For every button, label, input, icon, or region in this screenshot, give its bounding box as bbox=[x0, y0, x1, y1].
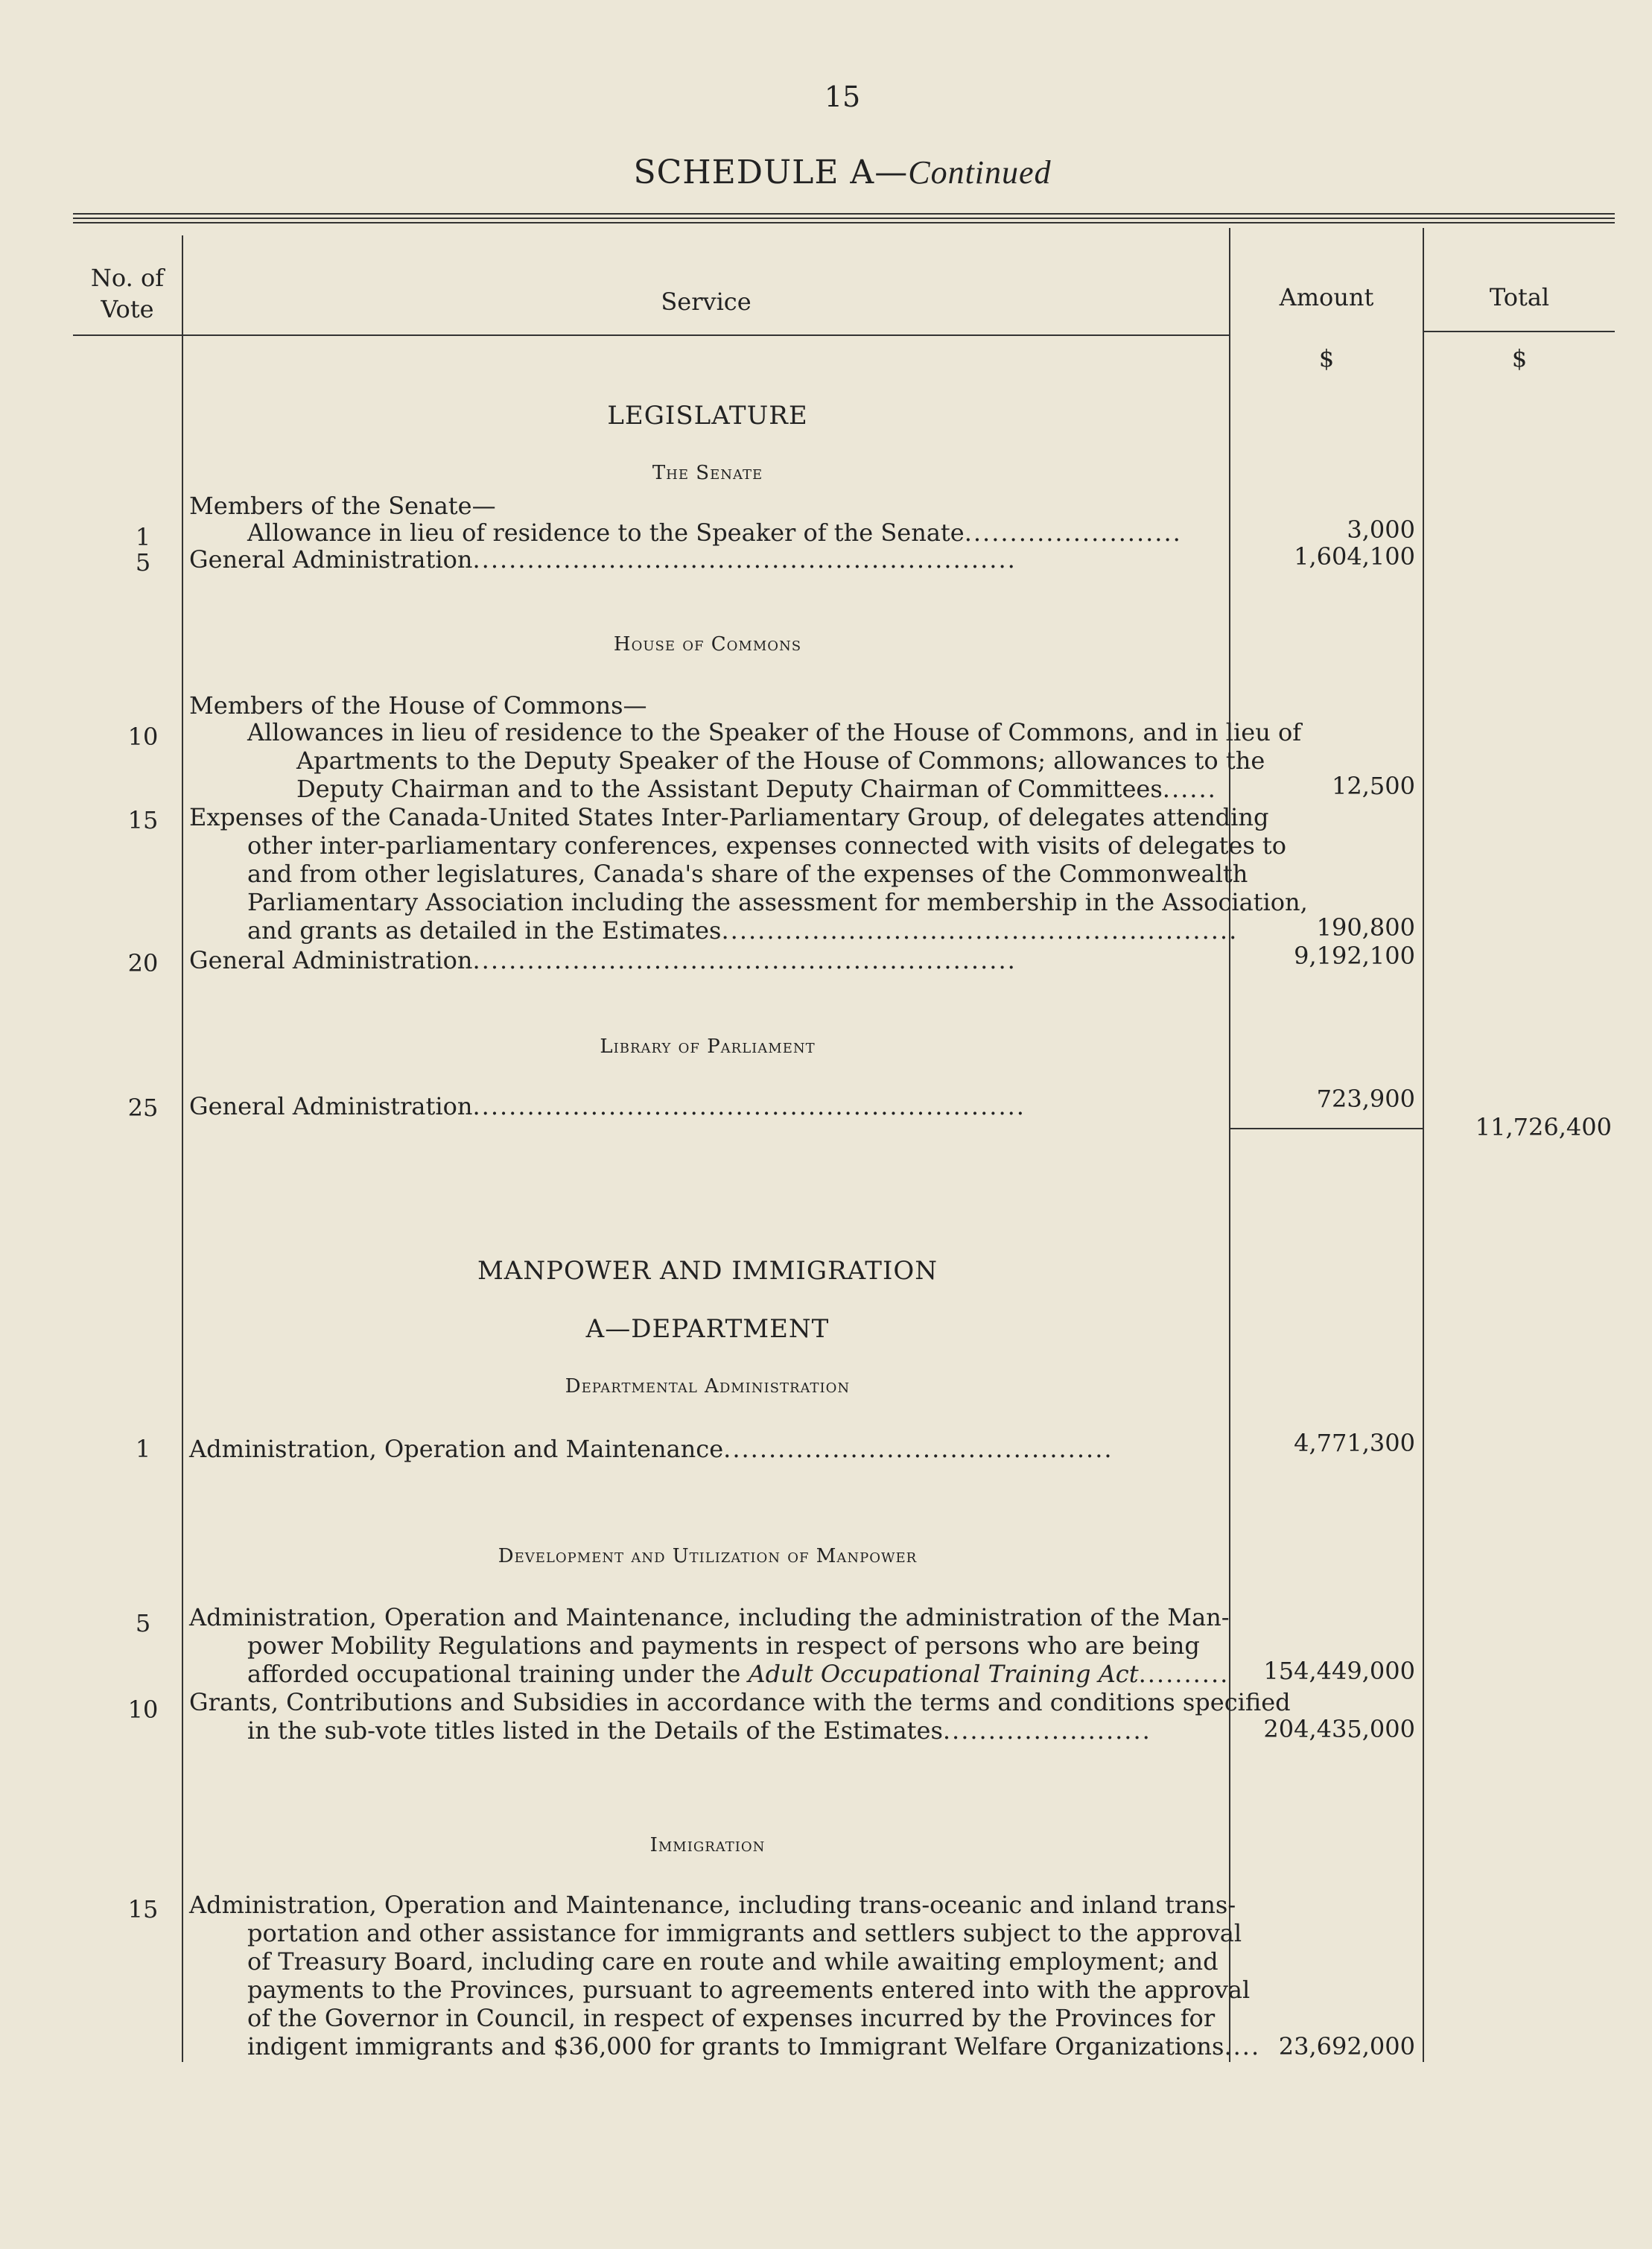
service-line: General Administration............................................................ bbox=[189, 545, 1017, 574]
amount-currency: $ bbox=[1318, 344, 1335, 372]
vote-number: 15 bbox=[127, 1895, 159, 1923]
service-line: Apartments to the Deputy Speaker of the House of Commons; allowances to the bbox=[296, 746, 1265, 775]
section-manpower-and-immigration: MANPOWER AND IMMIGRATION bbox=[477, 1256, 938, 1286]
amount-cell: 190,800 bbox=[1316, 913, 1415, 942]
subsection-senate: The Senate bbox=[652, 462, 763, 484]
service-line: and grants as detailed in the Estimates......................................................... bbox=[247, 916, 1239, 945]
commons-members-heading: Members of the House of Commons— bbox=[189, 691, 647, 720]
schedule-title-text: SCHEDULE A— bbox=[633, 153, 909, 191]
subsection-immigration: Immigration bbox=[649, 1834, 766, 1856]
amount-cell: 23,692,000 bbox=[1278, 2032, 1415, 2061]
service-line: Administration, Operation and Maintenance........................................... bbox=[189, 1435, 1113, 1463]
amount-cell: 3,000 bbox=[1347, 516, 1415, 544]
column-divider-service bbox=[1229, 228, 1230, 2062]
subsection-department: A—DEPARTMENT bbox=[585, 1314, 830, 1344]
service-line: Deputy Chairman and to the Assistant Deputy Chairman of Committees...... bbox=[296, 775, 1217, 803]
column-divider-vote bbox=[182, 235, 183, 2062]
service-line: Grants, Contributions and Subsidies in accordance with the terms and conditions specified bbox=[189, 1688, 1291, 1716]
schedule-continued: Continued bbox=[908, 154, 1052, 191]
vote-number: 10 bbox=[127, 1696, 159, 1724]
service-line: Allowances in lieu of residence to the Speaker of the House of Commons, and in lieu of bbox=[247, 718, 1302, 746]
vote-number: 5 bbox=[135, 1609, 151, 1637]
service-line: power Mobility Regulations and payments in respect of persons who are being bbox=[247, 1631, 1200, 1660]
amount-cell: 4,771,300 bbox=[1294, 1429, 1415, 1457]
subtotal-rule bbox=[1230, 1128, 1423, 1129]
service-line: Allowance in lieu of residence to the Speaker of the Senate........................ bbox=[247, 518, 1182, 547]
total-currency: $ bbox=[1511, 344, 1528, 372]
service-line: Administration, Operation and Maintenance, including the administration of the Man- bbox=[189, 1603, 1230, 1631]
service-line: Expenses of the Canada-United States Inter-Parliamentary Group, of delegates attending bbox=[189, 803, 1269, 831]
amount-cell: 12,500 bbox=[1332, 772, 1415, 800]
service-line: other inter-parliamentary conferences, expenses connected with visits of delegates to bbox=[247, 831, 1287, 860]
service-line: in the sub-vote titles listed in the Details of the Estimates....................... bbox=[247, 1716, 1151, 1745]
top-rule-2 bbox=[73, 218, 1615, 219]
service-line: and from other legislatures, Canada's share of the expenses of the Commonwealth bbox=[247, 860, 1248, 888]
vote-number: 1 bbox=[135, 1435, 151, 1463]
page-number: 15 bbox=[824, 80, 861, 113]
service-line: Parliamentary Association including the assessment for membership in the Association, bbox=[247, 888, 1308, 916]
vote-number: 15 bbox=[127, 806, 159, 834]
total-column-header: Total bbox=[1489, 283, 1550, 311]
column-divider-amount bbox=[1423, 228, 1424, 2062]
service-line: General Administration............................................................ bbox=[189, 946, 1017, 974]
subsection-library-of-parliament: Library of Parliament bbox=[600, 1035, 816, 1058]
vote-number: 5 bbox=[135, 548, 151, 577]
section-legislature: LEGISLATURE bbox=[607, 401, 808, 431]
service-line: of Treasury Board, including care en route and while awaiting employment; and bbox=[247, 1947, 1219, 1976]
amount-cell: 9,192,100 bbox=[1294, 942, 1415, 970]
service-line: General Administration............................................................. bbox=[189, 1092, 1026, 1120]
top-rule-3 bbox=[73, 222, 1615, 223]
header-rule-total bbox=[1423, 331, 1615, 332]
amount-column-header: Amount bbox=[1279, 283, 1374, 311]
schedule-title bbox=[0, 153, 1652, 191]
legislature-total: 11,726,400 bbox=[1475, 1113, 1612, 1141]
senate-members-heading: Members of the Senate— bbox=[189, 492, 496, 520]
amount-cell: 723,900 bbox=[1316, 1085, 1415, 1113]
amount-cell: 204,435,000 bbox=[1263, 1715, 1415, 1743]
service-line: afforded occupational training under the Adult Occupational Training Act.......... bbox=[247, 1660, 1230, 1688]
amount-cell: 154,449,000 bbox=[1263, 1657, 1415, 1685]
top-rule bbox=[73, 213, 1615, 215]
service-line: portation and other assistance for immigrants and settlers subject to the approval bbox=[247, 1919, 1242, 1947]
service-line: of the Governor in Council, in respect of expenses incurred by the Provinces for bbox=[247, 2004, 1216, 2032]
header-rule bbox=[73, 334, 1229, 336]
vote-number: 10 bbox=[127, 723, 159, 751]
amount-cell: 1,604,100 bbox=[1294, 542, 1415, 571]
subsection-development-and-utilization: Development and Utilization of Manpower bbox=[498, 1545, 918, 1567]
vote-column-header: No. of Vote bbox=[90, 264, 165, 323]
subsection-house-of-commons: House of Commons bbox=[613, 633, 802, 656]
service-line: payments to the Provinces, pursuant to agreements entered into with the approval bbox=[247, 1976, 1251, 2004]
service-column-header: Service bbox=[661, 288, 752, 316]
vote-number: 25 bbox=[127, 1094, 159, 1122]
service-line: indigent immigrants and $36,000 for grants to Immigrant Welfare Organizations.... bbox=[247, 2032, 1261, 2061]
vote-number: 1 bbox=[135, 523, 151, 551]
service-line: Administration, Operation and Maintenance, including trans-oceanic and inland trans- bbox=[189, 1891, 1236, 1919]
vote-number: 20 bbox=[127, 949, 159, 977]
subsection-departmental-administration: Departmental Administration bbox=[565, 1375, 851, 1398]
